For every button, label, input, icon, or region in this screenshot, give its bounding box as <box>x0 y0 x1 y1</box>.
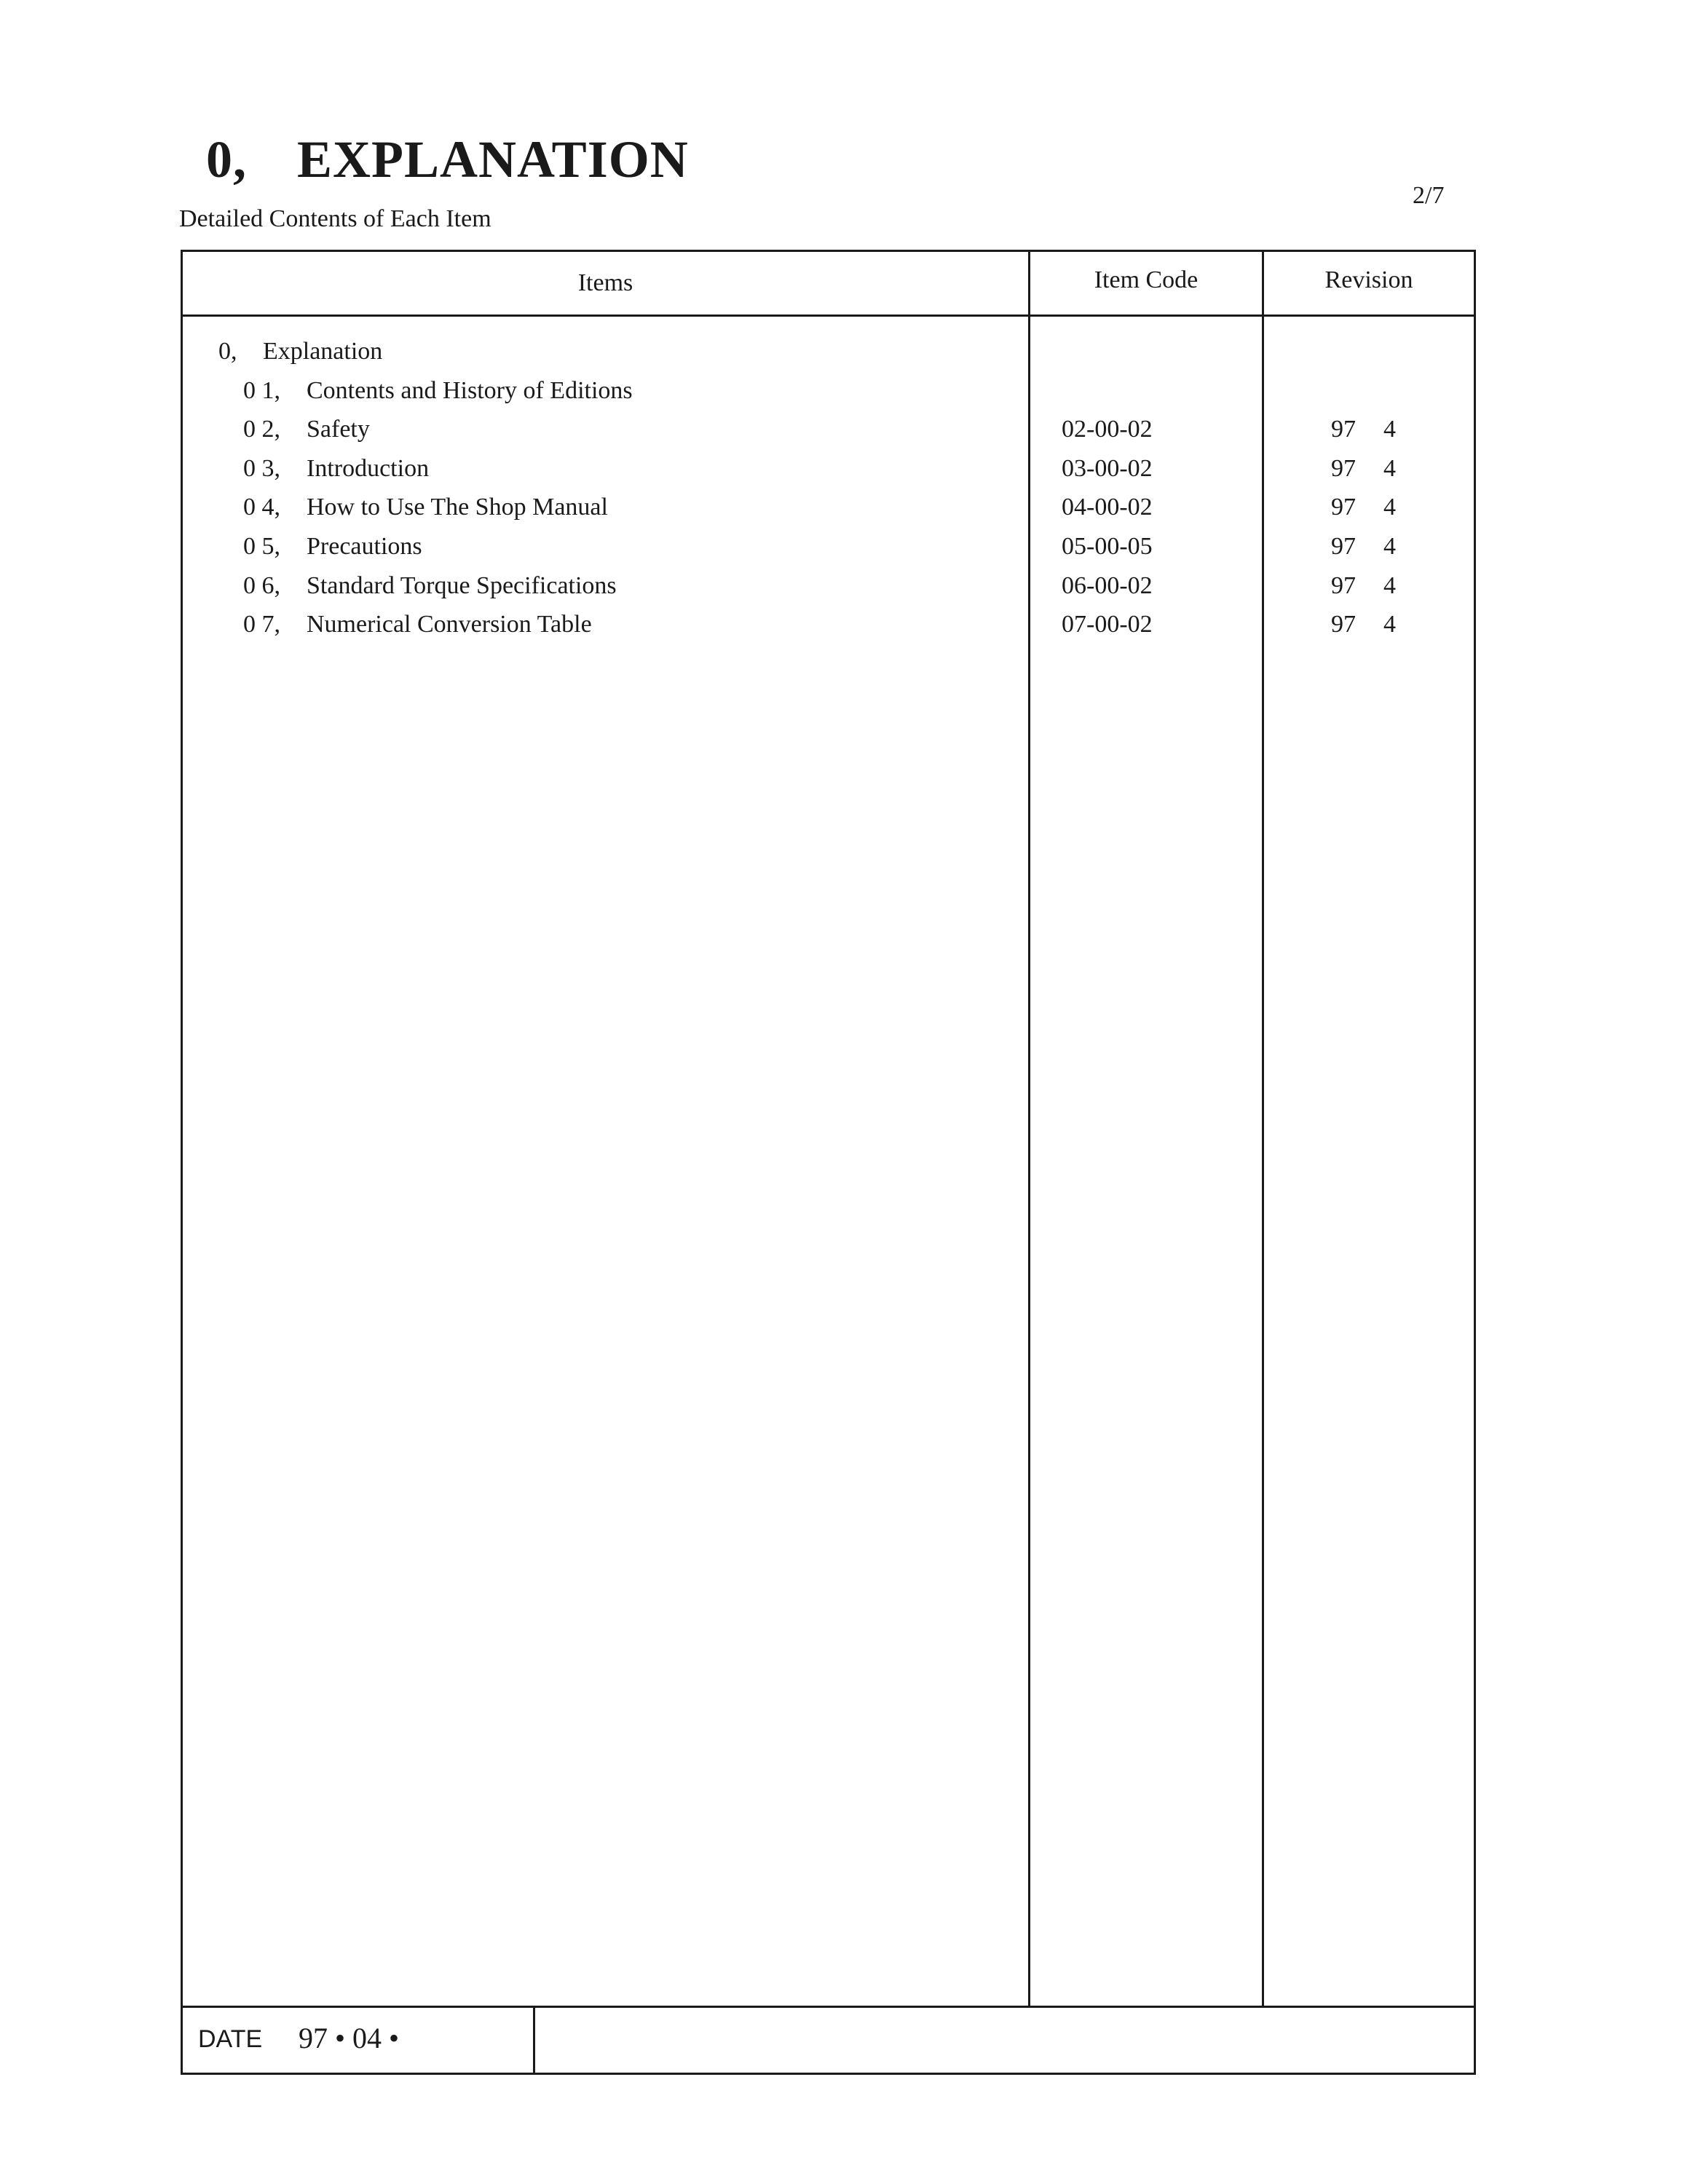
revision-year: 97 <box>1331 533 1356 560</box>
subtitle: Detailed Contents of Each Item <box>179 205 491 232</box>
item-code: 02-00-02 <box>1062 416 1153 443</box>
item-label: Safety <box>307 416 370 443</box>
column-divider-code-revision <box>1262 250 1264 2007</box>
item-code: 06-00-02 <box>1062 572 1153 599</box>
item-code: 05-00-05 <box>1062 533 1153 560</box>
item-label: How to Use The Shop Manual <box>307 494 608 521</box>
footer-divider <box>533 2006 535 2075</box>
item-label: Standard Torque Specifications <box>307 572 617 599</box>
revision-year: 97 <box>1331 611 1356 638</box>
item-number: 0 5, <box>243 533 280 560</box>
revision-month: 4 <box>1383 533 1396 560</box>
page-title: EXPLANATION <box>297 130 689 189</box>
column-header-items: Items <box>577 269 633 296</box>
item-number: 0 4, <box>243 494 280 521</box>
footer-rule <box>181 2006 1476 2008</box>
contents-table <box>181 250 1476 2075</box>
item-label: Precautions <box>307 533 422 560</box>
revision-year: 97 <box>1331 572 1356 599</box>
revision-month: 4 <box>1383 455 1396 482</box>
header-rule <box>181 314 1476 317</box>
revision-month: 4 <box>1383 572 1396 599</box>
revision-month: 4 <box>1383 416 1396 443</box>
column-header-item-code: Item Code <box>1094 266 1199 293</box>
item-code: 04-00-02 <box>1062 494 1153 521</box>
page-number: 2/7 <box>1413 182 1445 209</box>
item-label: Contents and History of Editions <box>307 377 633 404</box>
item-label: Introduction <box>307 455 430 482</box>
item-code: 07-00-02 <box>1062 611 1153 638</box>
title-number: 0, <box>206 130 247 189</box>
column-header-revision: Revision <box>1324 266 1413 293</box>
date-value: 97 • 04 • <box>299 2022 400 2054</box>
revision-month: 4 <box>1383 611 1396 638</box>
item-number: 0 3, <box>243 455 280 482</box>
revision-year: 97 <box>1331 455 1356 482</box>
item-code: 03-00-02 <box>1062 455 1153 482</box>
revision-year: 97 <box>1331 416 1356 443</box>
section-label: Explanation <box>263 338 383 365</box>
column-divider-items-code <box>1028 250 1030 2007</box>
item-number: 0 2, <box>243 416 280 443</box>
item-label: Numerical Conversion Table <box>307 611 592 638</box>
item-number: 0 7, <box>243 611 280 638</box>
revision-year: 97 <box>1331 494 1356 521</box>
date-label: DATE <box>198 2025 263 2053</box>
item-number: 0 1, <box>243 377 280 404</box>
revision-month: 4 <box>1383 494 1396 521</box>
section-number: 0, <box>218 338 237 365</box>
item-number: 0 6, <box>243 572 280 599</box>
